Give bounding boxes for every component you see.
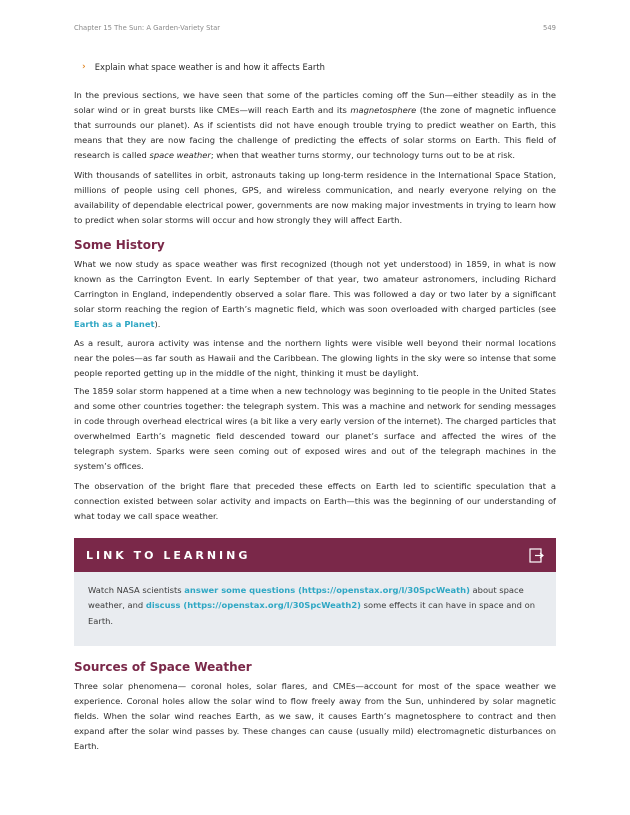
chevron-right-icon: ›: [82, 62, 86, 72]
callout-body: [74, 572, 556, 629]
intro-text-c: ; when that weather turns stormy, our technology turns out to be at risk.: [210, 149, 516, 160]
history-paragraph-1: [74, 257, 556, 332]
history-p4-text: The observation of the bright flare that preceded these effects on Earth led to scientific speculation that a connection existed between solar activity and impacts on Earth—this was the beginning of our understanding of what today we call space weather.: [74, 481, 556, 521]
term-magnetosphere: magnetosphere: [350, 104, 417, 115]
history-p2-text: As a result, aurora activity was intense and the northern lights were visible well beyond their normal locations near the poles—as far south as Hawaii and the Caribbean. The glowing lights in the sky were so intense that some people reported getting up in the middle of the night, thinking it must be daylight.: [74, 338, 556, 378]
link-to-learning-callout: [74, 538, 556, 646]
section-sources: [74, 660, 556, 674]
history-paragraph-3: [74, 384, 556, 473]
chapter-title: Chapter 15 The Sun: A Garden-Variety Star: [74, 24, 221, 32]
section-some-history: [74, 238, 556, 252]
intro-paragraph-1: [74, 88, 556, 163]
history-text-b: ).: [154, 318, 161, 329]
section-heading-sources: Sources of Space Weather: [74, 660, 252, 674]
callout-title: LINK TO LEARNING: [86, 548, 251, 562]
history-p3-text: The 1859 solar storm happened at a time when a new technology was beginning to tie people in the United States and some other countries together: the telegraph system. This was a machine and network for sending messages in code through overhead electrical wires (a bit like a very early version of the internet). The charged particles that overwhelmed Earth’s magnetic field descended toward our planet’s surface and affected the wires of the telegraph system. Sparks were seen coming out of exposed wires and out of the telegraph machines in the system’s offices.: [74, 386, 556, 471]
section-heading-history: Some History: [74, 238, 165, 252]
page-number: 549: [543, 24, 556, 32]
objective-text: Explain what space weather is and how it affects Earth: [94, 62, 325, 72]
intro-text-b: (the zone of magnetic influence that surrounds our planet). As if scientists did not have enough trouble trying to predict weather on Earth, this means that they are now facing the challenge of predicting the effects of solar storms on Earth. This field of research is called: [74, 104, 556, 160]
history-paragraph-4: [74, 479, 556, 524]
intro-p2-text: With thousands of satellites in orbit, astronauts taking up long-term residence in the International Space Station, millions of people using cell phones, GPS, and wireless communication, and nearly everyone relying on the availability of dependable electrical power, governments are now making major investments in trying to learn how to predict when solar storms will occur and how strongly they will affect Earth.: [74, 170, 556, 225]
history-paragraph-2: [74, 336, 556, 381]
callout-text-c: some effects it can have in space and on Earth.: [88, 600, 536, 626]
history-text-a: What we now study as space weather was first recognized (though not yet understood) in 1859, in what is now known as the Carrington Event. In early September of that year, two amateur astronomers, including Richard Carrington in England, independently observed a solar flare. This was followed a day or two later by a significant solar storm reaching the region of Earth’s magnetic field, which was soon overloaded with charged particles (see: [74, 259, 556, 314]
earth-as-planet-link[interactable]: Earth as a Planet: [74, 318, 155, 329]
sources-p1-text: Three solar phenomena— coronal holes, solar flares, and CMEs—account for most of the space weather we experience. Coronal holes allow the solar wind to flow freely away from the Sun, unhindered by solar magnetic fields. When the solar wind reaches Earth, as we saw, it causes Earth’s magnetosphere to contract and then expand after the solar wind passes by. These changes can cause (usually mild) electromagnetic disturbances on Earth.: [74, 681, 556, 751]
external-link-icon: [529, 548, 544, 563]
intro-text-a: In the previous sections, we have seen that some of the particles coming off the Sun—either steadily as in the solar wind or in great bursts like CMEs—will reach Earth and its: [74, 90, 556, 115]
discuss-link[interactable]: discuss (https://openstax.org/l/30SpcWeath2): [145, 600, 361, 611]
intro-paragraph-2: [74, 168, 556, 228]
sources-paragraph-1: [74, 679, 556, 754]
callout-text-b: about space weather, and: [88, 585, 524, 611]
callout-text-a: Watch NASA scientists: [88, 585, 185, 595]
running-header: [74, 24, 556, 32]
learning-objective: [82, 62, 325, 72]
term-space-weather: space weather: [149, 149, 211, 160]
answer-questions-link[interactable]: answer some questions (https://openstax.org/l/30SpcWeath): [184, 585, 470, 595]
callout-header: [74, 538, 556, 572]
